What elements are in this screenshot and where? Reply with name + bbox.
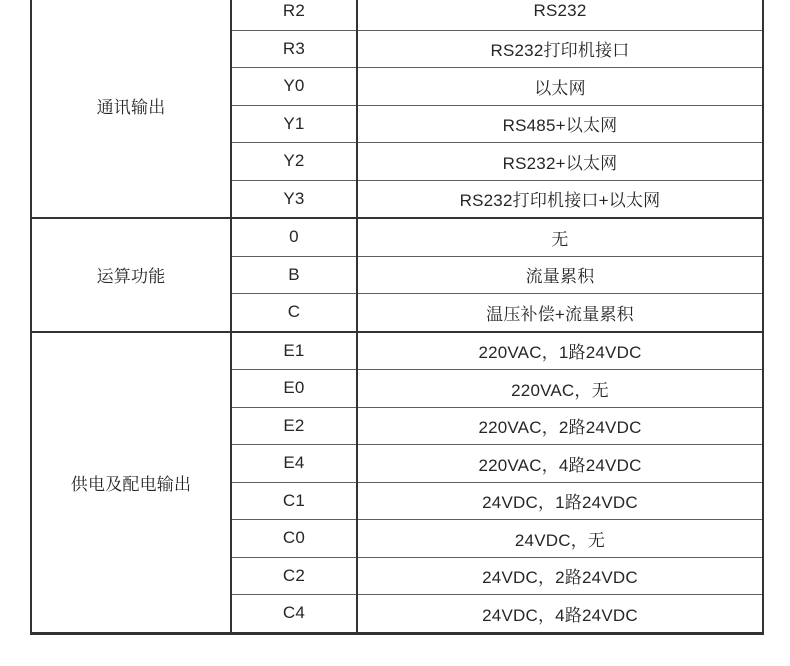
category-cell: 供电及配电输出 (31, 332, 231, 634)
code-cell: R3 (231, 30, 357, 68)
category-cell: 运算功能 (31, 218, 231, 332)
desc-cell: 220VAC，无 (357, 370, 763, 408)
code-cell: E0 (231, 370, 357, 408)
desc-cell: 220VAC，4路24VDC (357, 445, 763, 483)
desc-cell: 温压补偿+流量累积 (357, 294, 763, 332)
desc-cell: RS232打印机接口 (357, 30, 763, 68)
code-cell: R2 (231, 0, 357, 30)
code-cell: Y2 (231, 143, 357, 181)
desc-cell: 无 (357, 218, 763, 256)
code-cell: Y0 (231, 68, 357, 106)
code-cell: Y1 (231, 105, 357, 143)
desc-cell: 220VAC，2路24VDC (357, 407, 763, 445)
code-cell: E2 (231, 407, 357, 445)
code-cell: C2 (231, 557, 357, 595)
table-row (31, 218, 763, 256)
desc-cell: 24VDC，1路24VDC (357, 482, 763, 520)
code-cell: E1 (231, 332, 357, 370)
desc-cell: RS232打印机接口+以太网 (357, 180, 763, 218)
product-spec-table (30, 0, 764, 635)
code-cell: 0 (231, 218, 357, 256)
desc-cell: RS232 (357, 0, 763, 30)
code-cell: E4 (231, 445, 357, 483)
table-row (31, 332, 763, 370)
table-row (31, 0, 763, 30)
code-cell: C1 (231, 482, 357, 520)
code-cell: C0 (231, 520, 357, 558)
desc-cell: RS232+以太网 (357, 143, 763, 181)
desc-cell: RS485+以太网 (357, 105, 763, 143)
code-cell: C (231, 294, 357, 332)
desc-cell: 220VAC，1路24VDC (357, 332, 763, 370)
code-cell: B (231, 256, 357, 294)
desc-cell: 流量累积 (357, 256, 763, 294)
desc-cell: 以太网 (357, 68, 763, 106)
code-cell: Y3 (231, 180, 357, 218)
code-cell: C4 (231, 595, 357, 634)
category-cell: 通讯输出 (31, 0, 231, 218)
desc-cell: 24VDC，2路24VDC (357, 557, 763, 595)
desc-cell: 24VDC，4路24VDC (357, 595, 763, 634)
desc-cell: 24VDC，无 (357, 520, 763, 558)
